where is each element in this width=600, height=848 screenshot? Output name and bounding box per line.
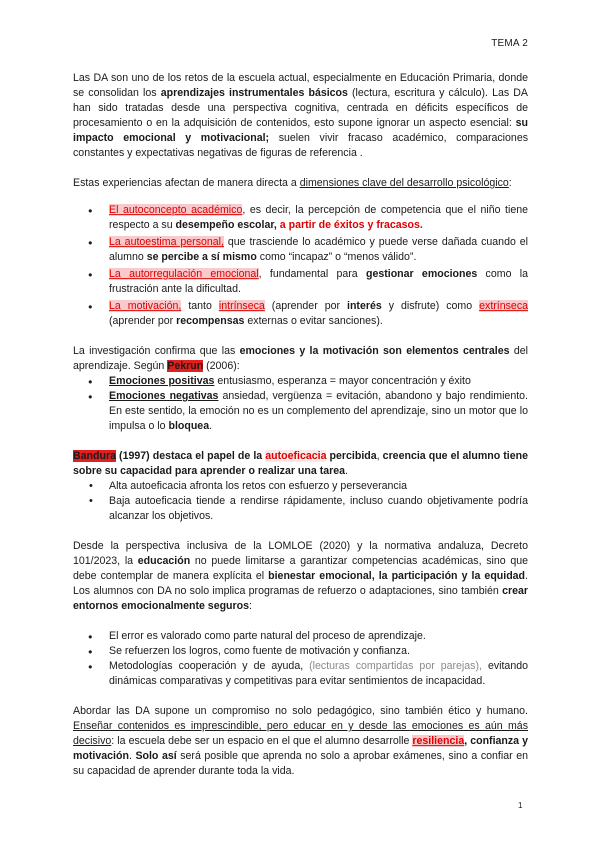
page-number: 1 <box>518 801 523 810</box>
list-item: ● La autoestima personal, que trasciende lo académico y puede verse dañada cuando el alumno se percibe a sí mismo como “incapaz” o “menos válido”. <box>73 235 528 265</box>
list-item: ● La autorregulación emocional, fundamental para gestionar emociones como la frustración ante la dificultad. <box>73 267 528 297</box>
list-item: ● Se refuerzen los logros, como fuente de motivación y confianza. <box>73 644 528 659</box>
paragraph-bandura: Bandura (1997) destaca el papel de la autoeficacia percibida, creencia que el alumno tiene sobre su capacidad para aprender o realizar una tarea. <box>73 450 528 477</box>
paragraph-dimensions: Estas experiencias afectan de manera directa a dimensiones clave del desarrollo psicológico: <box>73 177 512 189</box>
list-item: • Alta autoeficacia afronta los retos con esfuerzo y perseverancia <box>73 479 528 494</box>
list-item: • Baja autoeficacia tiende a rendirse rápidamente, incluso cuando objetivamente podría alcanzar los objetivos. <box>73 494 528 524</box>
paragraph-lomloe: Desde la perspectiva inclusiva de la LOMLOE (2020) y la normativa andaluza, Decreto 101/2023, la educación no puede limitarse a garantizar competencias académicas, sino que debe contemplar de manera explícita el bienestar emocional, la participación y la equidad. Los alumnos con DA no solo implica programas de refuerzo o adaptaciones, sino también crear entornos emocionalmente seguros: <box>73 540 528 612</box>
paragraph-conclusion: Abordar las DA supone un compromiso no solo pedagógico, sino también ético y humano. Enseñar contenidos es imprescindible, pero educar en y desde las emociones es aún más decisivo: la escuela debe ser un espacio en el que el alumno desarrolle resiliencia, confianza y motivación. Solo así será posible que aprenda no solo a aprobar exámenes, sino a confiar en su capacidad de aprender durante toda la vida. <box>73 705 529 777</box>
list-item: ● La motivación, tanto intrínseca (aprender por interés y disfrute) como extrínseca (aprender por recompensas externas o evitar sanciones). <box>73 299 528 329</box>
list-item: ● El autoconcepto académico, es decir, la percepción de competencia que el niño tiene respecto a su desempeño escolar, a partir de éxitos y fracasos. <box>73 203 528 233</box>
paragraph-research: La investigación confirma que las emociones y la motivación son elementos centrales del aprendizaje. Según Pekrun (2006): <box>73 345 528 372</box>
header-title: TEMA 2 <box>491 38 528 49</box>
list-item: ● Metodologías cooperación y de ayuda, (lecturas compartidas por parejas), evitando dinámicas comparativas y competitivas para evitar sentimientos de incapacidad. <box>73 659 528 689</box>
list-item: ● Emociones positivas entusiasmo, esperanza = mayor concentración y éxito <box>73 374 528 389</box>
paragraph-intro: Las DA son uno de los retos de la escuela actual, especialmente en Educación Primaria, donde se consolidan los aprendizajes instrumentales básicos (lectura, escritura y cálculo). Las DA han sido tratadas desde una perspectiva cognitiva, centrada en déficits específicos de procesamiento o en la adquisición de contenidos, esto supone ignorar un aspecto esencial: su impacto emocional y motivacional; suelen vivir fracaso académico, comparaciones constantes y expectativas negativas de figuras de referencia . <box>73 72 529 159</box>
safe-environment-list <box>73 629 528 689</box>
list-item: ● Emociones negativas ansiedad, vergüenza = evitación, abandono y bajo rendimiento. En este sentido, la emoción no es un complemento del aprendizaje, sino un motor que lo impulsa o lo bloquea. <box>73 389 528 434</box>
list-item: ● El error es valorado como parte natural del proceso de aprendizaje. <box>73 629 528 644</box>
document-body <box>73 71 528 779</box>
self-efficacy-list <box>73 479 528 524</box>
emotions-list <box>73 374 528 434</box>
dimensions-list <box>73 203 528 329</box>
